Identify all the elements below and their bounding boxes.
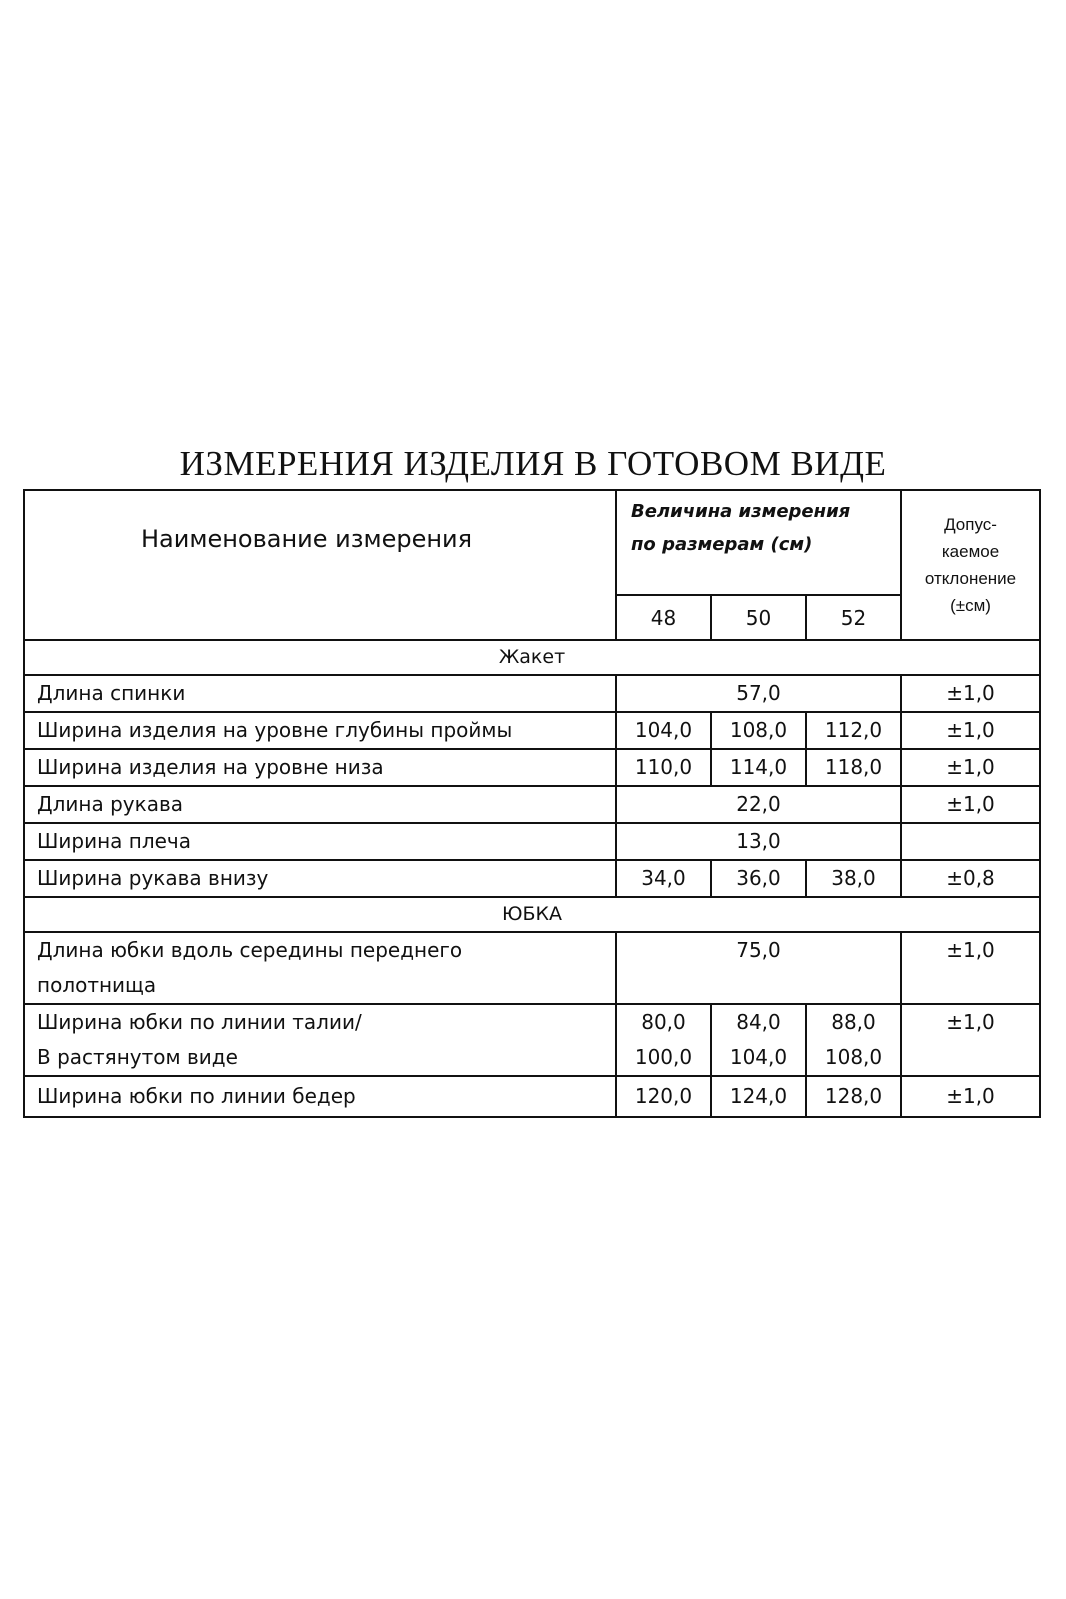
section-row-jacket [24, 640, 1040, 675]
header-size-group [616, 490, 901, 595]
header-size-50: 50 [711, 595, 806, 640]
measurement-value-50: 36,0 [711, 860, 806, 897]
page-title: ИЗМЕРЕНИЯ ИЗДЕЛИЯ В ГОТОВОМ ВИДЕ [179, 444, 887, 483]
value-line1: 80,0 [641, 1010, 686, 1034]
measurement-value-all-sizes: 13,0 [616, 823, 901, 860]
table-row [24, 712, 1040, 749]
measurement-name-line2: полотнища [37, 973, 157, 997]
table-row [24, 823, 1040, 860]
value-line1: 88,0 [831, 1010, 876, 1034]
value-line2: 104,0 [729, 1045, 788, 1069]
measurement-tolerance: ±1,0 [901, 675, 1040, 712]
measurement-value-48 [616, 1004, 711, 1076]
value-line2: 100,0 [634, 1045, 693, 1069]
section-row-skirt [24, 897, 1040, 932]
section-jacket: Жакет [24, 640, 1040, 675]
measurement-name: Ширина рукава внизу [24, 860, 616, 897]
measurement-value-50: 124,0 [711, 1076, 806, 1117]
measurement-tolerance: ±1,0 [901, 1004, 1040, 1076]
header-row [24, 490, 1040, 595]
measurement-value-50 [711, 1004, 806, 1076]
measurement-value-48: 34,0 [616, 860, 711, 897]
measurement-tolerance: ±1,0 [901, 712, 1040, 749]
measurement-value-52: 38,0 [806, 860, 901, 897]
measurement-value-all-sizes: 57,0 [616, 675, 901, 712]
measurement-tolerance: ±1,0 [901, 932, 1040, 1004]
measurement-name [24, 932, 616, 1004]
measurement-name-line1: Ширина юбки по линии талии/ [37, 1010, 362, 1034]
measurement-name [24, 1004, 616, 1076]
table-row [24, 1076, 1040, 1117]
measurement-name: Длина рукава [24, 786, 616, 823]
measurement-value-52: 112,0 [806, 712, 901, 749]
header-size-52: 52 [806, 595, 901, 640]
header-size-group-line2: по размерам (см) [631, 534, 813, 555]
header-measurement-name: Наименование измерения [24, 490, 616, 640]
measurement-value-52: 128,0 [806, 1076, 901, 1117]
measurement-value-all-sizes: 75,0 [616, 932, 901, 1004]
header-tolerance-line4: (±см) [950, 596, 991, 615]
measurement-name-line2: В растянутом виде [37, 1045, 238, 1069]
measurement-name: Ширина изделия на уровне глубины проймы [24, 712, 616, 749]
measurement-tolerance: ±1,0 [901, 1076, 1040, 1117]
header-size-group-line1: Величина измерения [631, 501, 851, 522]
measurement-value-48: 104,0 [616, 712, 711, 749]
measurement-name: Длина спинки [24, 675, 616, 712]
measurement-name: Ширина плеча [24, 823, 616, 860]
measurement-tolerance: ±0,8 [901, 860, 1040, 897]
table-row [24, 749, 1040, 786]
table-row [24, 860, 1040, 897]
measurement-value-48: 120,0 [616, 1076, 711, 1117]
header-tolerance-line3: отклонение [924, 569, 1017, 588]
measurement-tolerance: ±1,0 [901, 749, 1040, 786]
measurement-value-50: 114,0 [711, 749, 806, 786]
measurements-table [23, 489, 1041, 1118]
section-skirt: ЮБКА [24, 897, 1040, 932]
measurement-name-line1: Длина юбки вдоль середины переднего [37, 938, 463, 962]
header-tolerance-line2: каемое [941, 542, 1000, 561]
measurement-tolerance [901, 823, 1040, 860]
table-row [24, 932, 1040, 1004]
value-line1: 84,0 [736, 1010, 781, 1034]
value-line2: 108,0 [824, 1045, 883, 1069]
measurement-value-50: 108,0 [711, 712, 806, 749]
table-row [24, 675, 1040, 712]
table-row [24, 786, 1040, 823]
header-tolerance [901, 490, 1040, 640]
measurement-value-48: 110,0 [616, 749, 711, 786]
measurement-value-52 [806, 1004, 901, 1076]
measurement-value-52: 118,0 [806, 749, 901, 786]
measurement-name: Ширина юбки по линии бедер [24, 1076, 616, 1117]
table-row [24, 1004, 1040, 1076]
measurement-tolerance: ±1,0 [901, 786, 1040, 823]
header-size-48: 48 [616, 595, 711, 640]
measurement-value-all-sizes: 22,0 [616, 786, 901, 823]
measurement-name: Ширина изделия на уровне низа [24, 749, 616, 786]
header-tolerance-line1: Допус- [944, 515, 997, 534]
